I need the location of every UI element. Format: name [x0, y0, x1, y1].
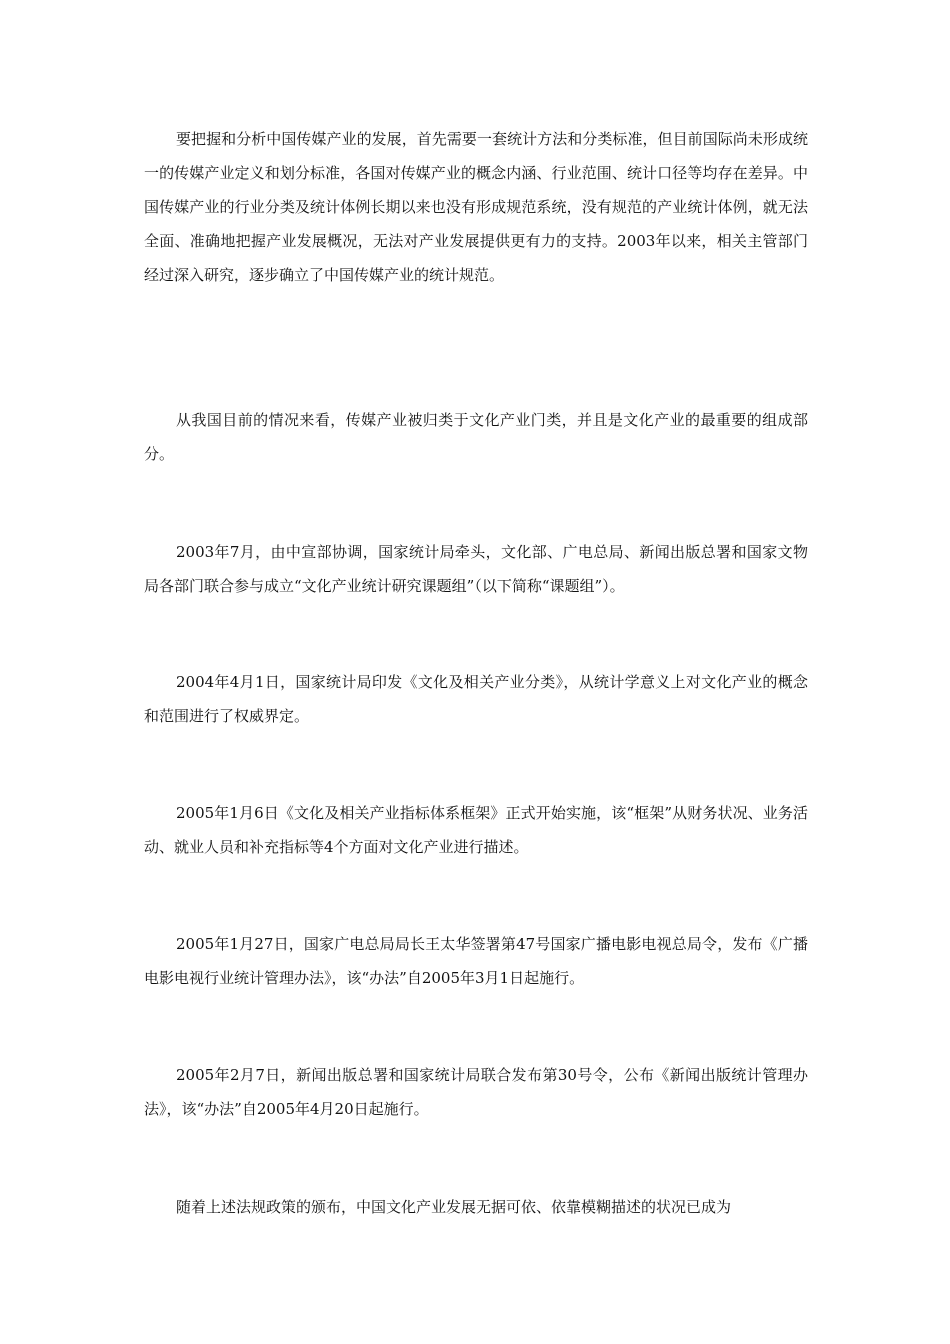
- paragraph-2005-indicator-framework: 2005年1月6日《文化及相关产业指标体系框架》正式开始实施，该“框架”从财务状况、业务活动、就业人员和补充指标等4个方面对文化产业进行描述。: [144, 804, 808, 856]
- paragraph-policy-impact: 随着上述法规政策的颁布，中国文化产业发展无据可依、依靠模糊描述的状况已成为: [176, 1198, 732, 1216]
- paragraph-statistics-standards: 要把握和分析中国传媒产业的发展，首先需要一套统计方法和分类标准，但目前国际尚未形成统一的传媒产业定义和划分标准，各国对传媒产业的概念内涵、行业范围、统计口径等均存在差异。中国传媒产业的行业分类及统计体例长期以来也没有形成规范系统，没有规范的产业统计体例，就无法全面、准确地把握产业发展概况，无法对产业发展提供更有力的支持。2003年以来，相关主管部门经过深入研究，逐步确立了中国传媒产业的统计规范。: [144, 130, 808, 284]
- paragraph-2005-press-regulation: 2005年2月7日，新闻出版总署和国家统计局联合发布第30号令，公布《新闻出版统计管理办法》，该“办法”自2005年4月20日起施行。: [144, 1066, 808, 1118]
- paragraph-2005-broadcast-regulation: 2005年1月27日，国家广电总局局长王太华签署第47号国家广播电影电视总局令，发布《广播电影电视行业统计管理办法》，该“办法”自2005年3月1日起施行。: [144, 935, 808, 987]
- paragraph-2003-research-group: 2003年7月，由中宣部协调，国家统计局牵头，文化部、广电总局、新闻出版总署和国家文物局各部门联合参与成立“文化产业统计研究课题组”（以下简称“课题组”）。: [144, 543, 808, 595]
- paragraph-media-industry-classification: 从我国目前的情况来看，传媒产业被归类于文化产业门类，并且是文化产业的最重要的组成部分。: [144, 411, 808, 463]
- paragraph-2004-classification: 2004年4月1日，国家统计局印发《文化及相关产业分类》，从统计学意义上对文化产业的概念和范围进行了权威界定。: [144, 673, 808, 725]
